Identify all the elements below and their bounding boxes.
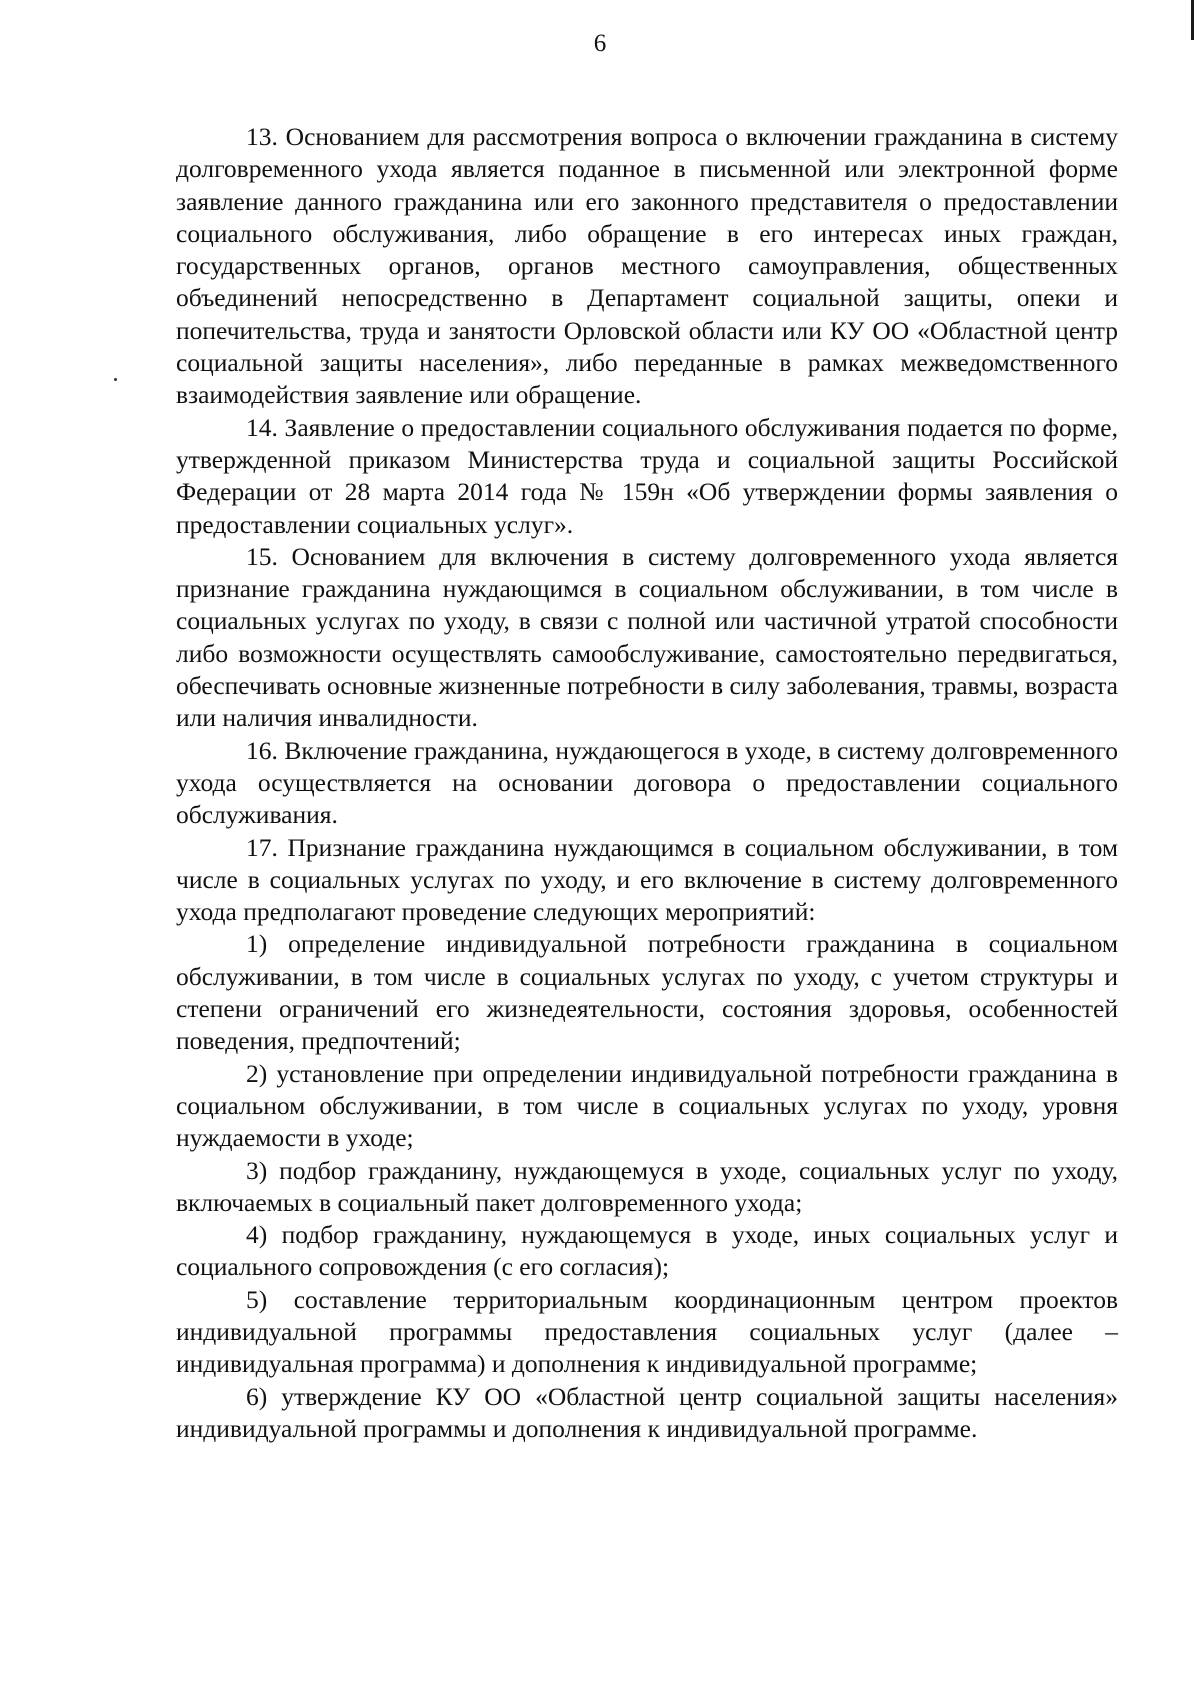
page-number: 6 <box>593 30 607 57</box>
paragraph-17: 17. Признание гражданина нуждающимся в социальном обслуживании, в том числе в социальных услугах по уходу, и его включение в систему долговременного ухода предполагают проведение следующих мероприятий: <box>176 832 1118 927</box>
list-item-6: 6) утверждение КУ ОО «Областной центр социальной защиты населения» индивидуальной программы и дополнения к индивидуальной программе. <box>176 1381 1118 1443</box>
list-item-3: 3) подбор гражданину, нуждающемуся в уходе, социальных услуг по уходу, включаемых в социальный пакет долговременного ухода; <box>176 1155 1118 1217</box>
list-item-4: 4) подбор гражданину, нуждающемуся в уходе, иных социальных услуг и социального сопровождения (с его согласия); <box>176 1220 1118 1282</box>
document-body <box>176 121 1118 1445</box>
paragraph-16: 16. Включение гражданина, нуждающегося в уходе, в систему долговременного ухода осуществляется на основании договора о предоставлении социального обслуживания. <box>176 735 1118 830</box>
list-item-1: 1) определение индивидуальной потребности гражданина в социальном обслуживании, в том числе в социальных услугах по уходу, с учетом структуры и степени ограничений его жизнедеятельности, состояния здоровья, особенностей поведения, предпочтений; <box>176 929 1118 1056</box>
paragraph-13: 13. Основанием для рассмотрения вопроса о включении гражданина в систему долговременного ухода является поданное в письменной или электронной форме заявление данного гражданина или его законного представителя о предоставлении социального обслуживания, либо обращение в его интересах иных граждан, государственных органов, органов местного самоуправления, общественных объединений непосредственно в Департамент социальной защиты, опеки и попечительства, труда и занятости Орловской области или КУ ОО «Областной центр социальной защиты населения», либо переданные в рамках межведомственного взаимодействия заявление или обращение. <box>176 122 1118 410</box>
list-item-5: 5) составление территориальным координационным центром проектов индивидуальной программы предоставления социальных услуг (далее – индивидуальная программа) и дополнения к индивидуальной программе; <box>176 1284 1118 1379</box>
paragraph-14: 14. Заявление о предоставлении социального обслуживания подается по форме, утвержденной приказом Министерства труда и социальной защиты Российской Федерации от 28 марта 2014 года № 159н «Об утверждении формы заявления о предоставлении социальных услуг». <box>176 412 1118 539</box>
list-item-2: 2) установление при определении индивидуальной потребности гражданина в социальном обслуживании, в том числе в социальных услугах по уходу, уровня нуждаемости в уходе; <box>176 1058 1118 1153</box>
paragraph-15: 15. Основанием для включения в систему долговременного ухода является признание гражданина нуждающимся в социальном обслуживании, в том числе в социальных услугах по уходу, в связи с полной или частичной утратой способности либо возможности осуществлять самообслуживание, самостоятельно передвигаться, обеспечивать основные жизненные потребности в силу заболевания, травмы, возраста или наличия инвалидности. <box>176 541 1118 733</box>
scan-speck <box>114 378 117 381</box>
